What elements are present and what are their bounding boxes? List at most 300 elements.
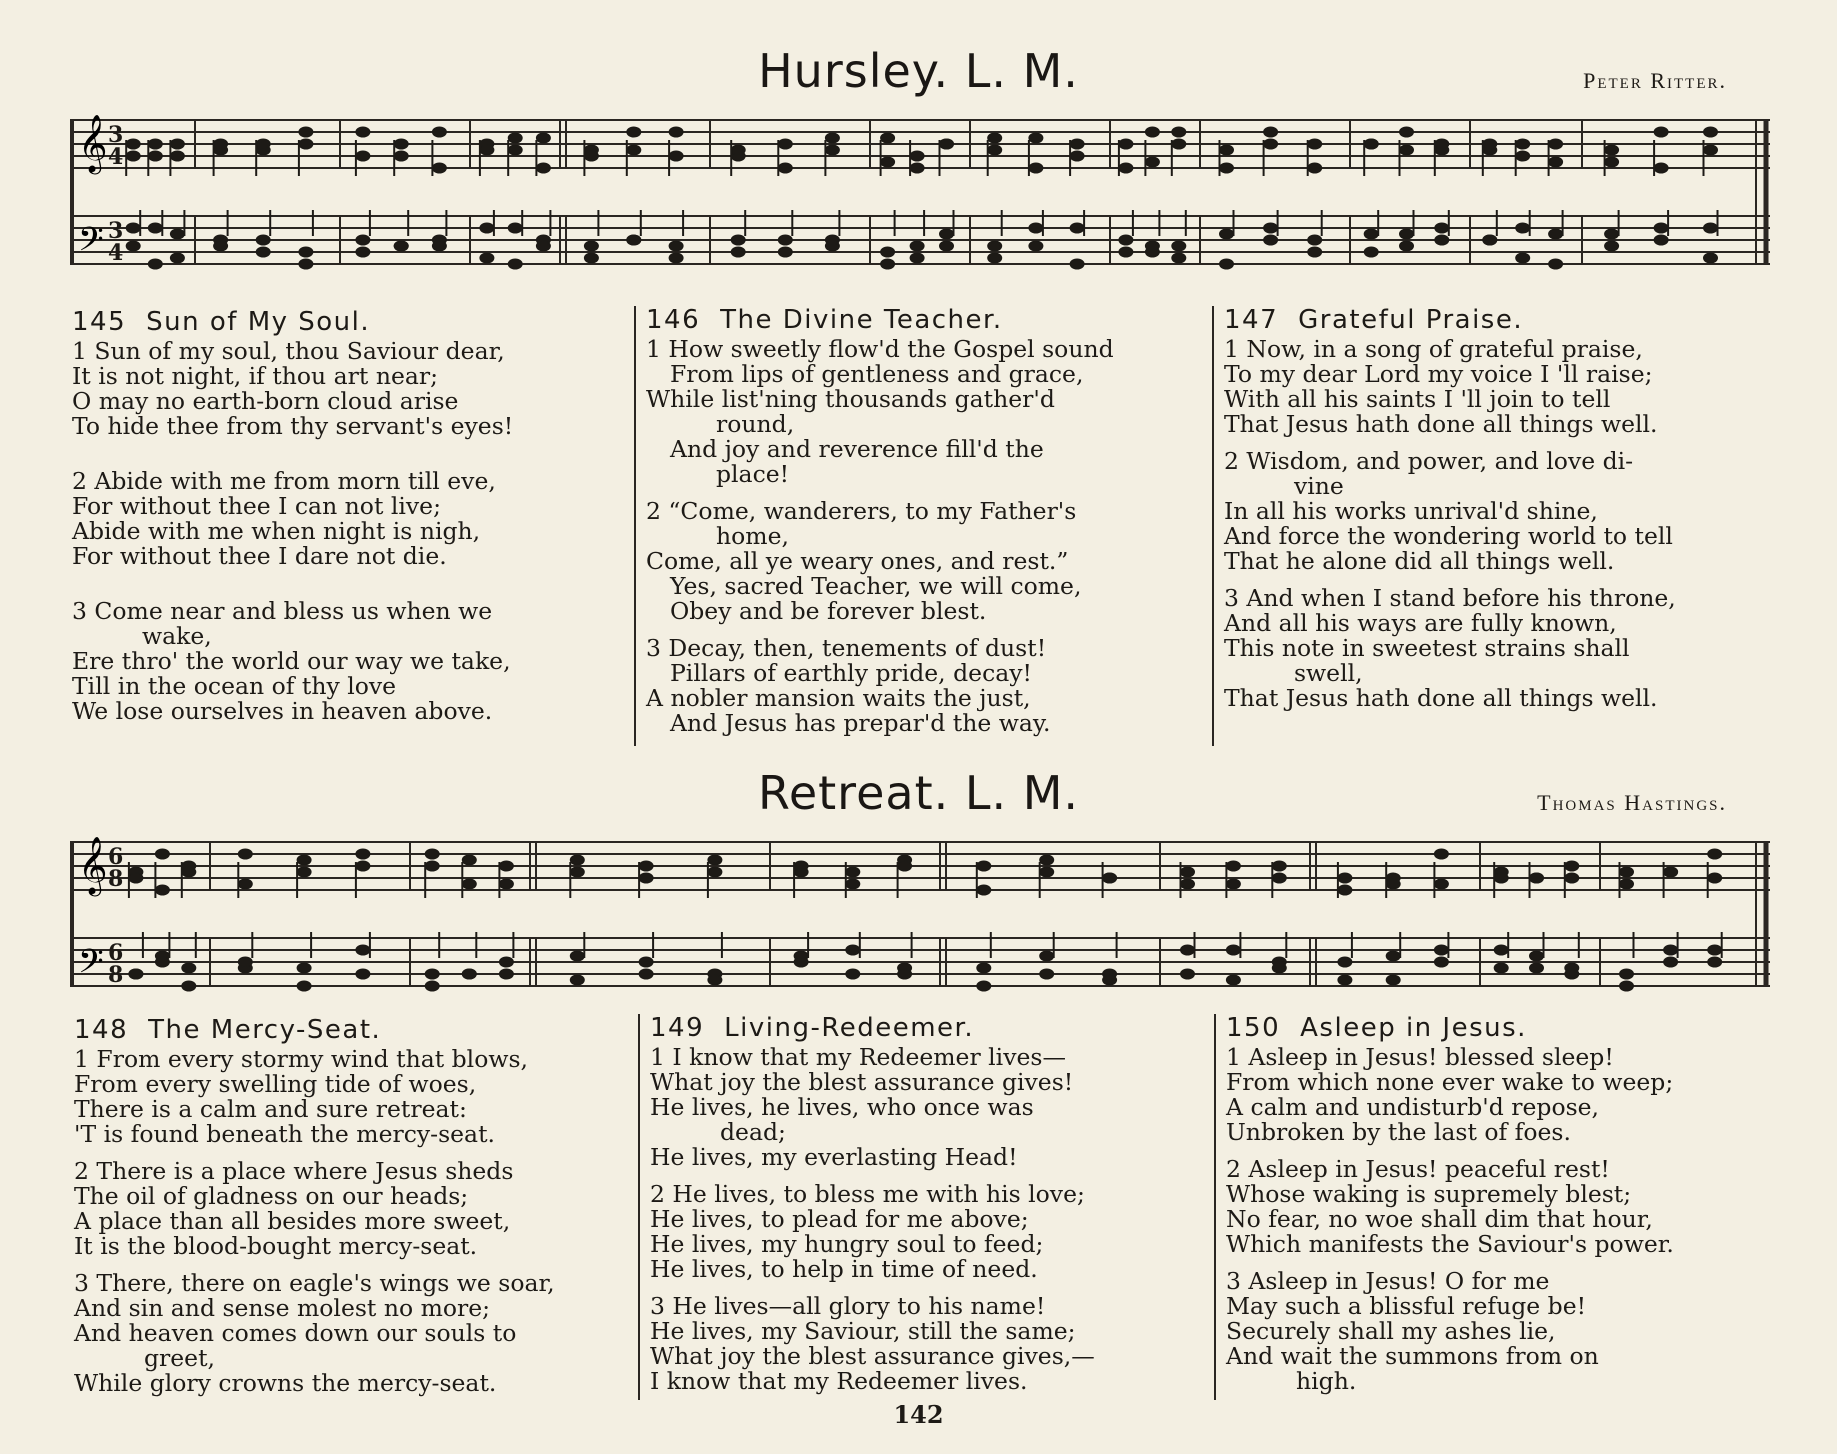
verse-line: It is the blood-bought mercy-seat. xyxy=(74,1232,478,1260)
verse-line: Pillars of earthly pride, decay! xyxy=(670,659,1032,687)
note-head xyxy=(1386,951,1400,961)
music-system-retreat xyxy=(70,826,1770,1006)
note-head xyxy=(1272,873,1286,883)
verse-line: And heaven comes down our souls to xyxy=(74,1319,517,1347)
hymn-146 xyxy=(646,305,1114,748)
verse-line: This note in sweetest strains shall xyxy=(1224,634,1630,662)
note-head xyxy=(1565,861,1579,871)
verse-line: For without thee I dare not die. xyxy=(72,542,447,570)
verse xyxy=(72,339,513,439)
verse-line: 1 How sweetly flow'd the Gospel sound xyxy=(646,335,1114,363)
note-head xyxy=(299,139,313,149)
note-head xyxy=(1654,223,1668,233)
note-head xyxy=(480,223,494,233)
note-head xyxy=(1664,867,1678,877)
note-head xyxy=(1226,879,1240,889)
note-head xyxy=(499,969,513,979)
verse-line: A calm and undisturb'd repose, xyxy=(1226,1093,1600,1121)
note-head xyxy=(1272,861,1286,871)
verse-line: That he alone did all things well. xyxy=(1224,547,1615,575)
verse-line: 2 Abide with me from morn till eve, xyxy=(72,467,496,495)
note-head xyxy=(1620,867,1634,877)
note-head xyxy=(394,139,408,149)
note-head xyxy=(1029,163,1043,173)
note-head xyxy=(639,873,653,883)
note-head xyxy=(1119,139,1133,149)
note-head xyxy=(794,861,808,871)
note-head xyxy=(977,981,991,991)
note-head xyxy=(155,849,169,859)
note-head xyxy=(170,139,184,149)
note-head xyxy=(129,969,143,979)
note-head xyxy=(1338,975,1352,985)
note-head xyxy=(462,855,476,865)
note-head xyxy=(1181,867,1195,877)
note-head xyxy=(536,163,550,173)
verse-line: That Jesus hath done all things well. xyxy=(1224,684,1658,712)
hymn-number: 149 xyxy=(650,1013,705,1043)
verse-line: swell, xyxy=(1294,659,1363,687)
verse-line: He lives, my hungry soul to feed; xyxy=(650,1230,1044,1258)
note-head xyxy=(1516,223,1530,233)
note-head xyxy=(499,861,513,871)
note-head xyxy=(940,139,954,149)
verse-line: And joy and reverence fill'd the xyxy=(670,435,1044,463)
note-head xyxy=(794,957,808,967)
verse-line: There is a calm and sure retreat: xyxy=(74,1095,467,1123)
verse-line: Unbroken by the last of foes. xyxy=(1226,1118,1571,1146)
verse-line: He lives, to help in time of need. xyxy=(650,1255,1038,1283)
hymn-heading xyxy=(646,305,1114,335)
verse-line: 2 Wisdom, and power, and love di- xyxy=(1224,447,1634,475)
verse-line: 1 I know that my Redeemer lives— xyxy=(650,1043,1066,1071)
note-head xyxy=(126,139,140,149)
note-head xyxy=(988,145,1002,155)
note-head xyxy=(148,259,162,269)
verse-line: May such a blissful refuge be! xyxy=(1226,1292,1587,1320)
hymn-heading xyxy=(1226,1013,1674,1043)
note-head xyxy=(1654,127,1668,137)
note-head xyxy=(977,885,991,895)
note-head xyxy=(825,235,839,245)
note-head xyxy=(1620,879,1634,889)
hymn-heading xyxy=(72,307,513,337)
note-head xyxy=(778,235,792,245)
note-head xyxy=(1145,157,1159,167)
note-head xyxy=(570,951,584,961)
note-head xyxy=(1549,157,1563,167)
note-head xyxy=(508,145,522,155)
page-number: 142 xyxy=(893,1400,944,1429)
note-head xyxy=(1708,957,1722,967)
note-head xyxy=(1172,139,1186,149)
verse xyxy=(74,1047,555,1147)
treble-clef-icon: 𝄞 xyxy=(78,836,108,894)
note-head xyxy=(1220,163,1234,173)
verse-line: For without thee I can not live; xyxy=(72,492,442,520)
note-head xyxy=(425,861,439,871)
note-head xyxy=(1029,223,1043,233)
verse xyxy=(1226,1157,1674,1257)
note-head xyxy=(1338,873,1352,883)
hymn-number: 147 xyxy=(1224,305,1279,335)
note-head xyxy=(170,229,184,239)
note-head xyxy=(1181,969,1195,979)
note-head xyxy=(898,969,912,979)
note-head xyxy=(1272,957,1286,967)
note-head xyxy=(1070,139,1084,149)
verse-line: Abide with me when night is nigh, xyxy=(72,517,481,545)
verse-line: From lips of gentleness and grace, xyxy=(670,360,1084,388)
note-head xyxy=(1605,229,1619,239)
note-head xyxy=(425,969,439,979)
note-head xyxy=(1605,157,1619,167)
hymn-title: Asleep in Jesus. xyxy=(1300,1013,1527,1043)
note-head xyxy=(627,145,641,155)
note-head xyxy=(1620,981,1634,991)
time-signature: 4 xyxy=(108,144,124,170)
verse-line: And Jesus has prepar'd the way. xyxy=(670,709,1051,737)
verse-line: A nobler mansion waits the just, xyxy=(646,684,1031,712)
note-head xyxy=(508,133,522,143)
note-head xyxy=(129,873,143,883)
verse xyxy=(1224,337,1676,437)
note-head xyxy=(462,879,476,889)
note-head xyxy=(1386,975,1400,985)
note-head xyxy=(977,963,991,973)
note-head xyxy=(669,253,683,263)
note-head xyxy=(584,241,598,251)
note-head xyxy=(1549,259,1563,269)
verse xyxy=(74,1159,555,1259)
hymn-147 xyxy=(1224,305,1676,723)
note-head xyxy=(1704,145,1718,155)
note-head xyxy=(1070,223,1084,233)
note-head xyxy=(256,235,270,245)
note-head xyxy=(988,133,1002,143)
note-head xyxy=(508,259,522,269)
note-head xyxy=(1664,945,1678,955)
hymn-heading xyxy=(650,1013,1095,1043)
note-head xyxy=(1530,963,1544,973)
note-head xyxy=(536,241,550,251)
note-head xyxy=(1264,127,1278,137)
verse-line: To hide thee from thy servant's eyes! xyxy=(72,412,514,440)
note-head xyxy=(238,879,252,889)
note-head xyxy=(1040,951,1054,961)
verse-line: home, xyxy=(716,522,789,550)
note-head xyxy=(669,127,683,137)
verse-line: Whose waking is supremely blest; xyxy=(1226,1180,1632,1208)
verse-line: While list'ning thousands gather'd xyxy=(646,385,1055,413)
verse-line: 'T is found beneath the mercy-seat. xyxy=(74,1120,495,1148)
note-head xyxy=(432,163,446,173)
verse-line: 2 He lives, to bless me with his love; xyxy=(650,1180,1085,1208)
note-head xyxy=(570,867,584,877)
hymn-heading xyxy=(74,1015,555,1045)
note-head xyxy=(778,139,792,149)
note-head xyxy=(731,247,745,257)
note-head xyxy=(1364,229,1378,239)
note-head xyxy=(731,235,745,245)
verse-line: No fear, no woe shall dim that hour, xyxy=(1226,1205,1653,1233)
note-head xyxy=(1145,241,1159,251)
note-head xyxy=(1708,849,1722,859)
note-head xyxy=(881,247,895,257)
note-head xyxy=(825,145,839,155)
note-head xyxy=(1549,229,1563,239)
column-divider xyxy=(1214,1014,1216,1400)
note-head xyxy=(881,157,895,167)
hymn-145 xyxy=(72,307,514,754)
verse-line: vine xyxy=(1294,472,1344,500)
note-head xyxy=(778,163,792,173)
note-head xyxy=(1605,241,1619,251)
verse-line: 1 Now, in a song of grateful praise, xyxy=(1224,335,1643,363)
verse-line: 3 Come near and bless us when we xyxy=(72,597,493,625)
note-head xyxy=(508,223,522,233)
note-head xyxy=(1181,879,1195,889)
verse-line: With all his saints I 'll join to tell xyxy=(1224,385,1611,413)
note-head xyxy=(432,127,446,137)
note-head xyxy=(182,963,196,973)
hymn-number: 150 xyxy=(1226,1013,1281,1043)
note-head xyxy=(1119,247,1133,257)
note-head xyxy=(1029,133,1043,143)
note-head xyxy=(1435,223,1449,233)
hymn-title: Living-Redeemer. xyxy=(724,1013,975,1043)
composer-hursley: Peter Ritter. xyxy=(1583,68,1727,93)
note-head xyxy=(1516,139,1530,149)
verse-line: A place than all besides more sweet, xyxy=(74,1207,511,1235)
note-head xyxy=(708,867,722,877)
note-head xyxy=(1040,867,1054,877)
note-head xyxy=(910,241,924,251)
verse-line: What joy the blest assurance gives,— xyxy=(650,1342,1095,1370)
verse-line: round, xyxy=(716,410,795,438)
note-head xyxy=(356,151,370,161)
note-head xyxy=(584,253,598,263)
verse-line: Ere thro' the world our way we take, xyxy=(72,647,511,675)
time-signature: 8 xyxy=(108,866,124,892)
verse-line: dead; xyxy=(720,1118,786,1146)
note-head xyxy=(910,253,924,263)
note-head xyxy=(256,247,270,257)
note-head xyxy=(238,957,252,967)
note-head xyxy=(669,241,683,251)
note-head xyxy=(1605,145,1619,155)
note-head xyxy=(1226,975,1240,985)
verse-line: 1 Asleep in Jesus! blessed sleep! xyxy=(1226,1043,1614,1071)
note-head xyxy=(1119,163,1133,173)
note-head xyxy=(1264,235,1278,245)
note-head xyxy=(170,151,184,161)
verse-line: What joy the blest assurance gives! xyxy=(650,1068,1074,1096)
verse-line: To my dear Lord my voice I 'll raise; xyxy=(1224,360,1653,388)
note-head xyxy=(155,957,169,967)
verse-line: 3 Asleep in Jesus! O for me xyxy=(1226,1267,1550,1295)
note-head xyxy=(356,849,370,859)
note-head xyxy=(394,241,408,251)
note-head xyxy=(846,945,860,955)
note-head xyxy=(1434,879,1448,889)
verse-line: And sin and sense molest no more; xyxy=(74,1294,491,1322)
note-head xyxy=(1620,969,1634,979)
verse-line: And wait the summons from on xyxy=(1226,1342,1599,1370)
note-head xyxy=(1708,873,1722,883)
time-signature: 3 xyxy=(108,218,124,244)
note-head xyxy=(126,223,140,233)
verse-line: We lose ourselves in heaven above. xyxy=(72,697,493,725)
note-head xyxy=(1220,259,1234,269)
note-head xyxy=(570,975,584,985)
note-head xyxy=(297,867,311,877)
note-head xyxy=(1530,873,1544,883)
verse-line: Obey and be forever blest. xyxy=(670,597,987,625)
note-head xyxy=(881,259,895,269)
verse xyxy=(1224,449,1676,574)
note-head xyxy=(148,151,162,161)
note-head xyxy=(940,229,954,239)
note-head xyxy=(356,127,370,137)
verse-line: Come, all ye weary ones, and rest.” xyxy=(646,547,1069,575)
note-head xyxy=(126,241,140,251)
note-head xyxy=(881,133,895,143)
time-signature: 8 xyxy=(108,962,124,988)
note-head xyxy=(356,235,370,245)
note-head xyxy=(1029,241,1043,251)
note-head xyxy=(299,259,313,269)
note-head xyxy=(1308,163,1322,173)
tune-title-retreat: Retreat. L. M. xyxy=(757,766,1080,820)
hymn-149 xyxy=(650,1013,1095,1406)
note-head xyxy=(584,151,598,161)
note-head xyxy=(1220,229,1234,239)
verse xyxy=(650,1294,1095,1394)
note-head xyxy=(425,849,439,859)
column-divider xyxy=(1212,306,1214,746)
note-head xyxy=(910,163,924,173)
note-head xyxy=(1103,975,1117,985)
time-signature: 3 xyxy=(108,122,124,148)
note-head xyxy=(356,969,370,979)
verse xyxy=(74,1271,555,1396)
verse xyxy=(646,636,1114,736)
note-head xyxy=(356,247,370,257)
note-head xyxy=(910,151,924,161)
note-head xyxy=(499,957,513,967)
note-head xyxy=(1516,253,1530,263)
note-head xyxy=(1483,139,1497,149)
note-head xyxy=(148,223,162,233)
verse-line: From which none ever wake to weep; xyxy=(1226,1068,1674,1096)
time-signature: 6 xyxy=(108,940,124,966)
note-head xyxy=(1654,163,1668,173)
note-head xyxy=(297,855,311,865)
verse-line: Which manifests the Saviour's power. xyxy=(1226,1230,1674,1258)
verse-line: He lives, to plead for me above; xyxy=(650,1205,1029,1233)
tune-title-hursley: Hursley. L. M. xyxy=(758,44,1079,98)
note-head xyxy=(1264,139,1278,149)
note-head xyxy=(1565,969,1579,979)
hymn-title: The Mercy-Seat. xyxy=(148,1015,382,1045)
bass-clef-icon: 𝄢 xyxy=(78,943,104,989)
note-head xyxy=(639,969,653,979)
note-head xyxy=(988,241,1002,251)
note-head xyxy=(1435,235,1449,245)
note-head xyxy=(1516,151,1530,161)
note-head xyxy=(1494,945,1508,955)
note-head xyxy=(238,849,252,859)
treble-clef-icon: 𝄞 xyxy=(78,114,108,172)
note-head xyxy=(1704,253,1718,263)
note-head xyxy=(1664,957,1678,967)
note-head xyxy=(898,861,912,871)
note-head xyxy=(627,235,641,245)
note-head xyxy=(1494,963,1508,973)
verse-line: 3 And when I stand before his throne, xyxy=(1224,584,1676,612)
note-head xyxy=(669,151,683,161)
note-head xyxy=(214,139,228,149)
note-head xyxy=(639,957,653,967)
note-head xyxy=(1308,139,1322,149)
note-head xyxy=(1654,235,1668,245)
verse xyxy=(1226,1045,1674,1145)
verse-line: 3 He lives—all glory to his name! xyxy=(650,1292,1046,1320)
verse-line: high. xyxy=(1296,1367,1357,1395)
hymn-number: 146 xyxy=(646,305,701,335)
verse-line: O may no earth-born cloud arise xyxy=(72,387,459,415)
hymn-title: The Divine Teacher. xyxy=(720,305,1003,335)
note-head xyxy=(499,879,513,889)
note-head xyxy=(356,861,370,871)
note-head xyxy=(1400,229,1414,239)
note-head xyxy=(977,861,991,871)
verse-line: In all his works unrival'd shine, xyxy=(1224,497,1598,525)
note-head xyxy=(1400,145,1414,155)
hymn-heading xyxy=(1224,305,1676,335)
note-head xyxy=(1308,247,1322,257)
note-head xyxy=(1172,253,1186,263)
note-head xyxy=(170,253,184,263)
verse-line: That Jesus hath done all things well. xyxy=(1224,410,1658,438)
note-head xyxy=(1040,969,1054,979)
note-head xyxy=(988,253,1002,263)
composer-retreat: Thomas Hastings. xyxy=(1537,790,1727,815)
note-head xyxy=(1070,259,1084,269)
verse-line: 3 There, there on eagle's wings we soar, xyxy=(74,1269,555,1297)
hymn-150 xyxy=(1226,1013,1674,1406)
note-head xyxy=(126,151,140,161)
time-signature: 4 xyxy=(108,240,124,266)
note-head xyxy=(480,253,494,263)
verse xyxy=(650,1182,1095,1282)
verse-line: And force the wondering world to tell xyxy=(1224,522,1673,550)
note-head xyxy=(182,867,196,877)
note-head xyxy=(570,855,584,865)
note-head xyxy=(1434,945,1448,955)
note-head xyxy=(825,133,839,143)
verse xyxy=(646,337,1114,487)
verse-line: 2 “Come, wanderers, to my Father's xyxy=(646,497,1077,525)
note-head xyxy=(1549,139,1563,149)
note-head xyxy=(536,133,550,143)
verse-line: 1 Sun of my soul, thou Saviour dear, xyxy=(72,337,505,365)
note-head xyxy=(182,981,196,991)
note-head xyxy=(1704,223,1718,233)
column-divider xyxy=(638,1014,640,1400)
verse xyxy=(646,499,1114,624)
